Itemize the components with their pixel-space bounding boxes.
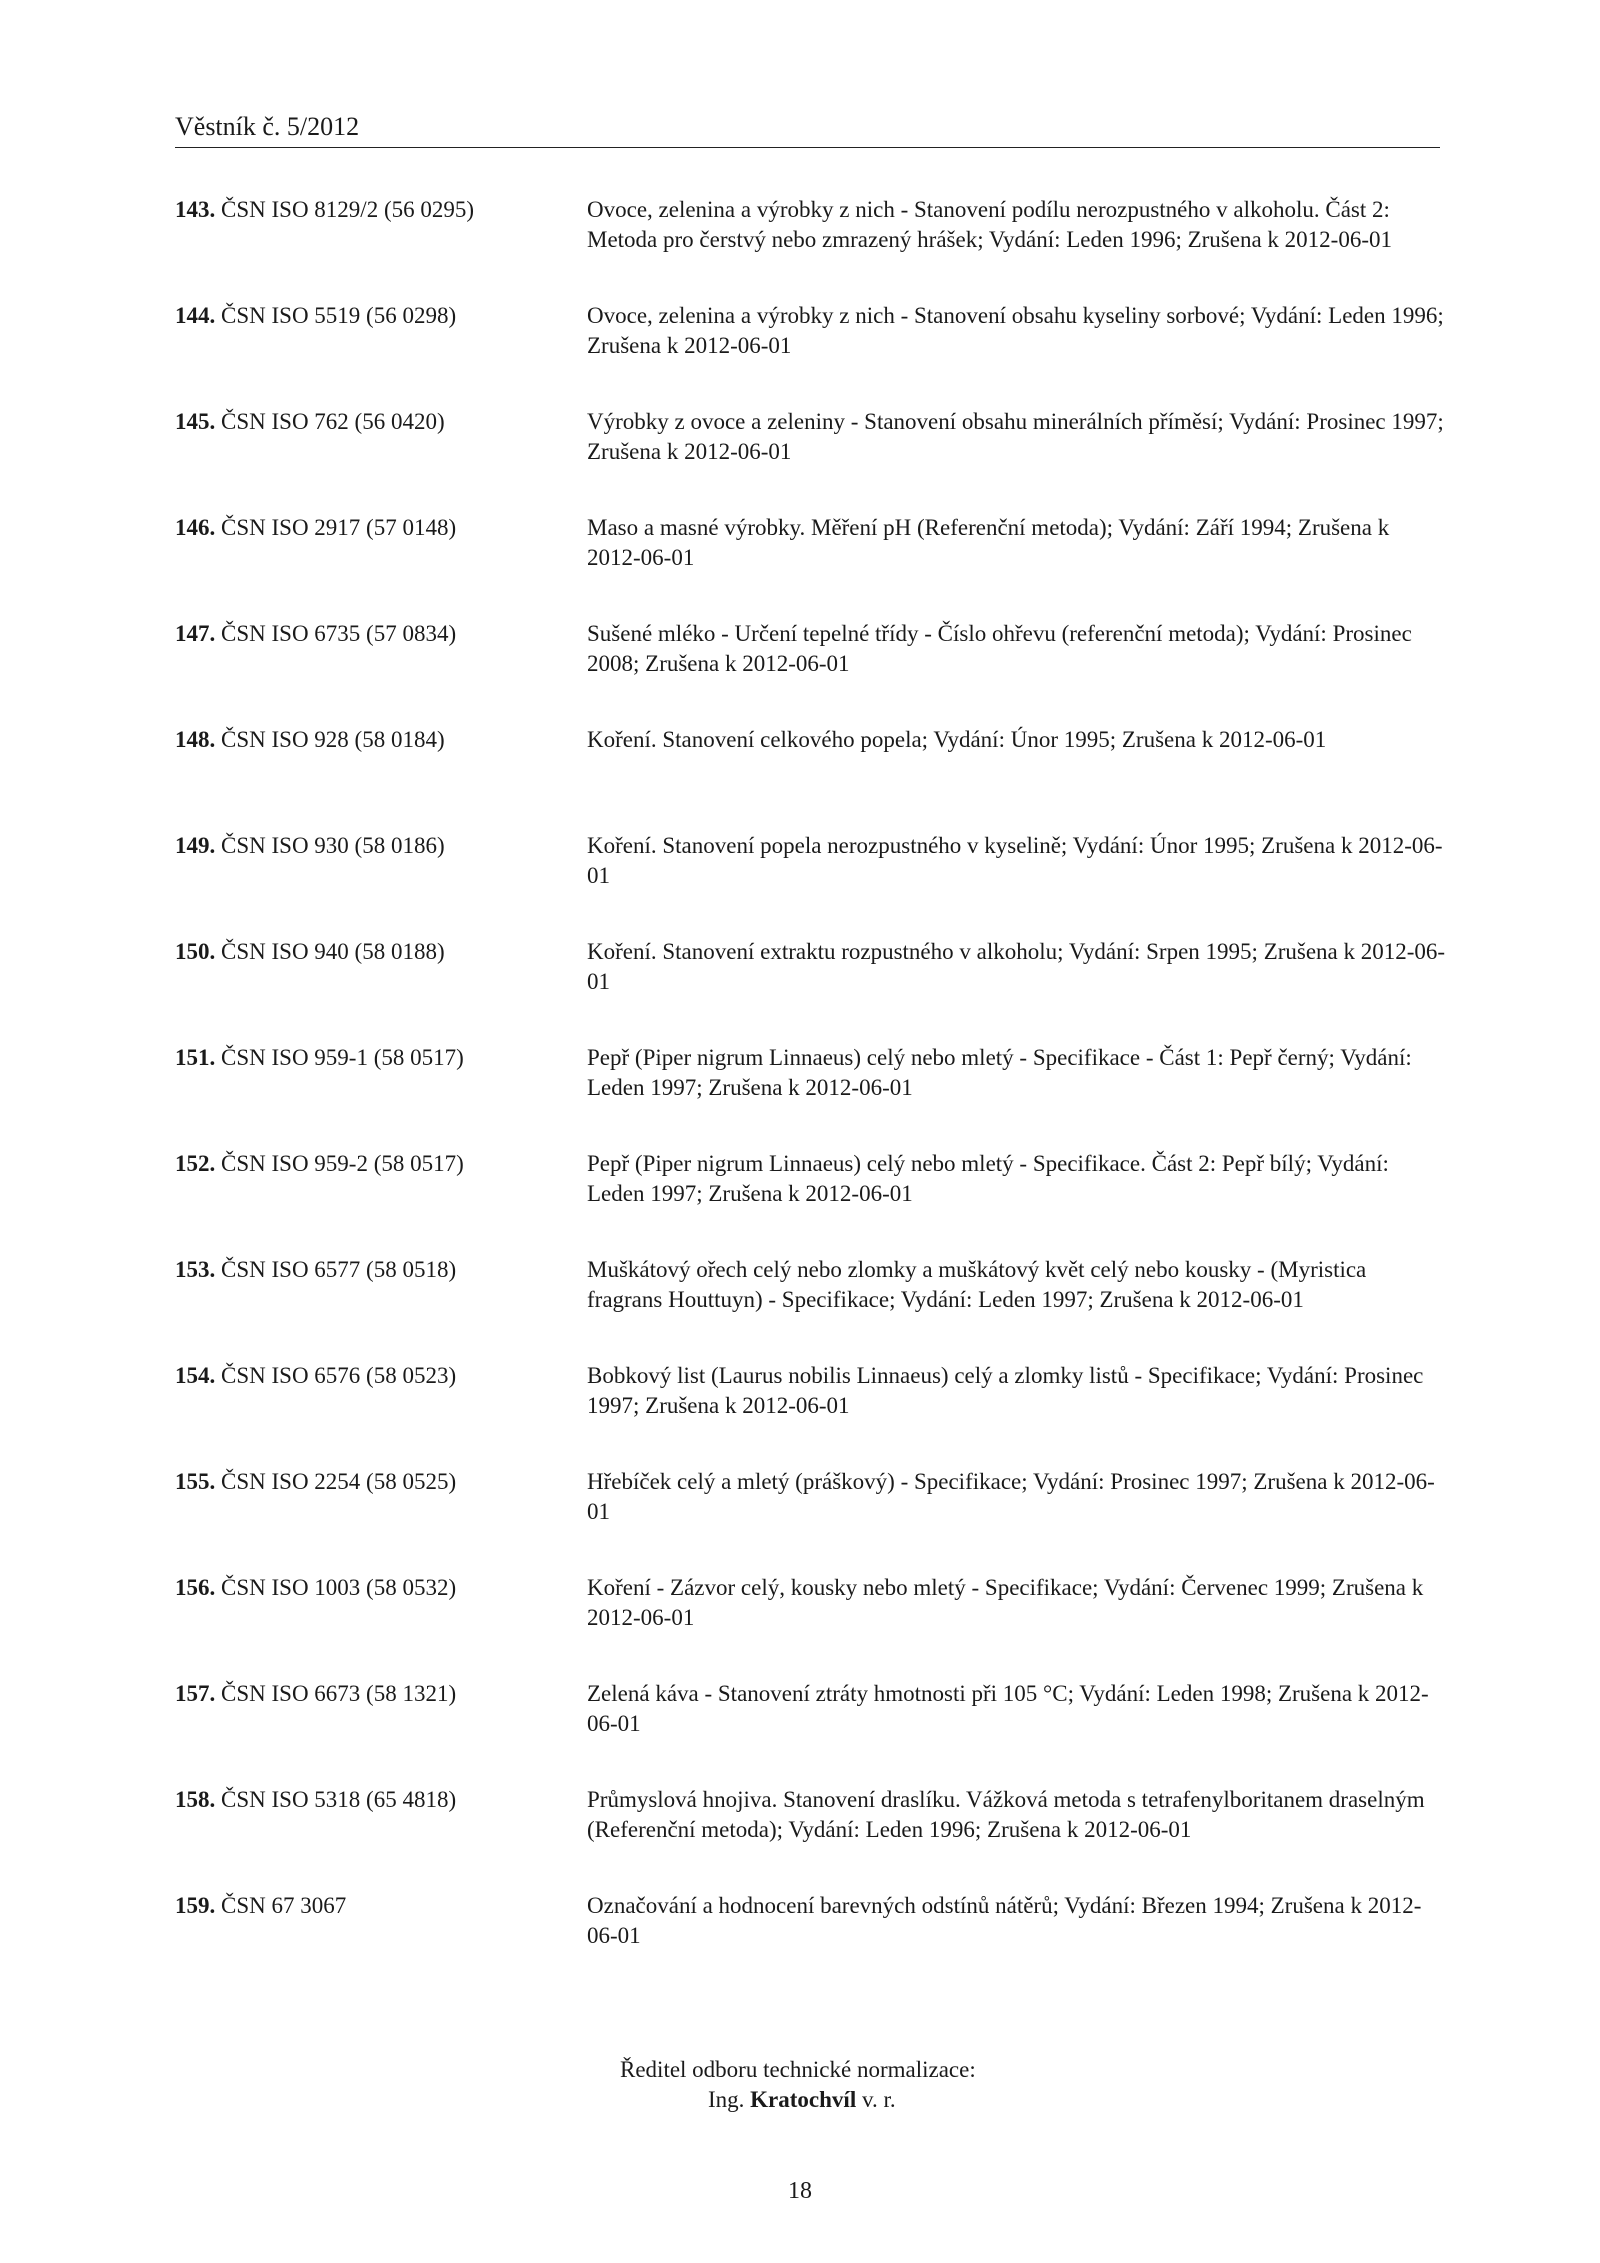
- entry-number: 148.: [175, 727, 216, 752]
- entry-number: 158.: [175, 1787, 216, 1812]
- entry-description: Hřebíček celý a mletý (práškový) - Specifikace; Vydání: Prosinec 1997; Zrušena k 2012-06-01: [587, 1469, 1435, 1524]
- entry-number: 159.: [175, 1893, 216, 1918]
- entry-standard-code: ČSN ISO 959-2 (58 0517): [221, 1151, 464, 1176]
- entry-description: Pepř (Piper nigrum Linnaeus) celý nebo mletý - Specifikace - Část 1: Pepř černý; Vydání: Leden 1997; Zrušena k 2012-06-01: [587, 1045, 1412, 1100]
- entry-code-cell: [175, 1785, 456, 1815]
- page-number: 18: [788, 2178, 812, 2204]
- entry-description: Ovoce, zelenina a výrobky z nich - Stanovení obsahu kyseliny sorbové; Vydání: Leden 1996; Zrušena k 2012-06-01: [587, 303, 1444, 358]
- entry-standard-code: ČSN ISO 762 (56 0420): [221, 409, 445, 434]
- entry-code-cell: [175, 1149, 464, 1179]
- entry-number: 155.: [175, 1469, 216, 1494]
- entry-code-cell: [175, 619, 456, 649]
- entry-code-cell: [175, 407, 445, 437]
- entry-standard-code: ČSN ISO 8129/2 (56 0295): [221, 197, 475, 222]
- entry-description: Koření. Stanovení popela nerozpustného v kyselině; Vydání: Únor 1995; Zrušena k 2012-06-01: [587, 833, 1443, 888]
- signature-block: [620, 2055, 976, 2115]
- entry-number: 157.: [175, 1681, 216, 1706]
- list-item: [175, 1043, 1440, 1149]
- entry-standard-code: ČSN ISO 5519 (56 0298): [221, 303, 457, 328]
- entry-code-cell: [175, 1679, 456, 1709]
- list-item: [175, 1679, 1440, 1785]
- entry-description: Zelená káva - Stanovení ztráty hmotnosti při 105 °C; Vydání: Leden 1998; Zrušena k 2012-06-01: [587, 1681, 1429, 1736]
- entry-standard-code: ČSN ISO 928 (58 0184): [221, 727, 445, 752]
- list-item: [175, 619, 1440, 725]
- signature-suffix: v. r.: [861, 2087, 896, 2112]
- list-item: [175, 1785, 1440, 1891]
- entry-number: 154.: [175, 1363, 216, 1388]
- entry-number: 143.: [175, 197, 216, 222]
- signature-role: Ředitel odboru technické normalizace:: [620, 2057, 976, 2082]
- list-item: [175, 1255, 1440, 1361]
- list-item: [175, 725, 1440, 831]
- entry-description: Muškátový ořech celý nebo zlomky a muškátový květ celý nebo kousky - (Myristica fragrans Houttuyn) - Specifikace; Vydání: Leden 1997; Zrušena k 2012-06-01: [587, 1257, 1367, 1312]
- entry-code-cell: [175, 1891, 346, 1921]
- entry-code-cell: [175, 1361, 456, 1391]
- list-item: [175, 301, 1444, 407]
- list-item: [175, 1573, 1440, 1679]
- entry-code-cell: [175, 831, 445, 861]
- list-item: [175, 1891, 1440, 1997]
- entry-code-cell: [175, 513, 456, 543]
- entry-description: Sušené mléko - Určení tepelné třídy - Číslo ohřevu (referenční metoda); Vydání: Prosinec 2008; Zrušena k 2012-06-01: [587, 621, 1412, 676]
- header-divider: [175, 147, 1440, 148]
- entry-number: 152.: [175, 1151, 216, 1176]
- entry-standard-code: ČSN ISO 6673 (58 1321): [221, 1681, 457, 1706]
- entry-description: Označování a hodnocení barevných odstínů nátěrů; Vydání: Březen 1994; Zrušena k 2012-06-01: [587, 1893, 1422, 1948]
- entry-standard-code: ČSN ISO 6577 (58 0518): [221, 1257, 457, 1282]
- entry-description: Ovoce, zelenina a výrobky z nich - Stanovení podílu nerozpustného v alkoholu. Část 2: Metoda pro čerstvý nebo zmrazený hrášek; Vydání: Leden 1996; Zrušena k 2012-06-01: [587, 197, 1392, 252]
- entry-code-cell: [175, 937, 445, 967]
- signature-name-line: [620, 2085, 976, 2115]
- entry-standard-code: ČSN ISO 1003 (58 0532): [221, 1575, 457, 1600]
- entry-description: Koření - Zázvor celý, kousky nebo mletý - Specifikace; Vydání: Červenec 1999; Zrušena k 2012-06-01: [587, 1575, 1424, 1630]
- entry-description: Maso a masné výrobky. Měření pH (Referenční metoda); Vydání: Září 1994; Zrušena k 2012-06-01: [587, 515, 1390, 570]
- entry-number: 147.: [175, 621, 216, 646]
- entry-standard-code: ČSN ISO 930 (58 0186): [221, 833, 445, 858]
- list-item: [175, 407, 1444, 513]
- list-item: [175, 1149, 1440, 1255]
- entry-standard-code: ČSN ISO 6576 (58 0523): [221, 1363, 457, 1388]
- entry-standard-code: ČSN ISO 2917 (57 0148): [221, 515, 457, 540]
- list-item: [175, 513, 1440, 619]
- signature-name: Kratochvíl: [750, 2087, 857, 2112]
- entry-code-cell: [175, 195, 474, 225]
- entry-number: 156.: [175, 1575, 216, 1600]
- entry-description: Pepř (Piper nigrum Linnaeus) celý nebo mletý - Specifikace. Část 2: Pepř bílý; Vydání: Leden 1997; Zrušena k 2012-06-01: [587, 1151, 1389, 1206]
- list-item: [175, 937, 1446, 1043]
- entry-number: 144.: [175, 303, 216, 328]
- entry-code-cell: [175, 301, 456, 331]
- journal-header: Věstník č. 5/2012: [175, 112, 360, 141]
- entry-number: 151.: [175, 1045, 216, 1070]
- signature-prefix: Ing.: [708, 2087, 745, 2112]
- entry-standard-code: ČSN 67 3067: [221, 1893, 347, 1918]
- standards-list: [175, 195, 1446, 1997]
- list-item: [175, 195, 1440, 301]
- list-item: [175, 1361, 1440, 1467]
- entry-standard-code: ČSN ISO 6735 (57 0834): [221, 621, 457, 646]
- entry-code-cell: [175, 1573, 456, 1603]
- entry-standard-code: ČSN ISO 5318 (65 4818): [221, 1787, 457, 1812]
- entry-number: 145.: [175, 409, 216, 434]
- entry-standard-code: ČSN ISO 959-1 (58 0517): [221, 1045, 464, 1070]
- entry-description: Koření. Stanovení extraktu rozpustného v alkoholu; Vydání: Srpen 1995; Zrušena k 2012-06-01: [587, 939, 1446, 994]
- entry-description: Výrobky z ovoce a zeleniny - Stanovení obsahu minerálních příměsí; Vydání: Prosinec 1997; Zrušena k 2012-06-01: [587, 409, 1444, 464]
- entry-number: 153.: [175, 1257, 216, 1282]
- entry-number: 150.: [175, 939, 216, 964]
- entry-code-cell: [175, 1255, 456, 1285]
- entry-code-cell: [175, 1467, 456, 1497]
- entry-description: Bobkový list (Laurus nobilis Linnaeus) celý a zlomky listů - Specifikace; Vydání: Prosinec 1997; Zrušena k 2012-06-01: [587, 1363, 1424, 1418]
- entry-number: 149.: [175, 833, 216, 858]
- list-item: [175, 831, 1443, 937]
- entry-code-cell: [175, 725, 445, 755]
- entry-standard-code: ČSN ISO 940 (58 0188): [221, 939, 445, 964]
- entry-description: Koření. Stanovení celkového popela; Vydání: Únor 1995; Zrušena k 2012-06-01: [587, 727, 1327, 752]
- entry-code-cell: [175, 1043, 464, 1073]
- list-item: [175, 1467, 1440, 1573]
- entry-standard-code: ČSN ISO 2254 (58 0525): [221, 1469, 457, 1494]
- entry-number: 146.: [175, 515, 216, 540]
- entry-description: Průmyslová hnojiva. Stanovení draslíku. Vážková metoda s tetrafenylboritanem draselným (Referenční metoda); Vydání: Leden 1996; Zrušena k 2012-06-01: [587, 1787, 1425, 1842]
